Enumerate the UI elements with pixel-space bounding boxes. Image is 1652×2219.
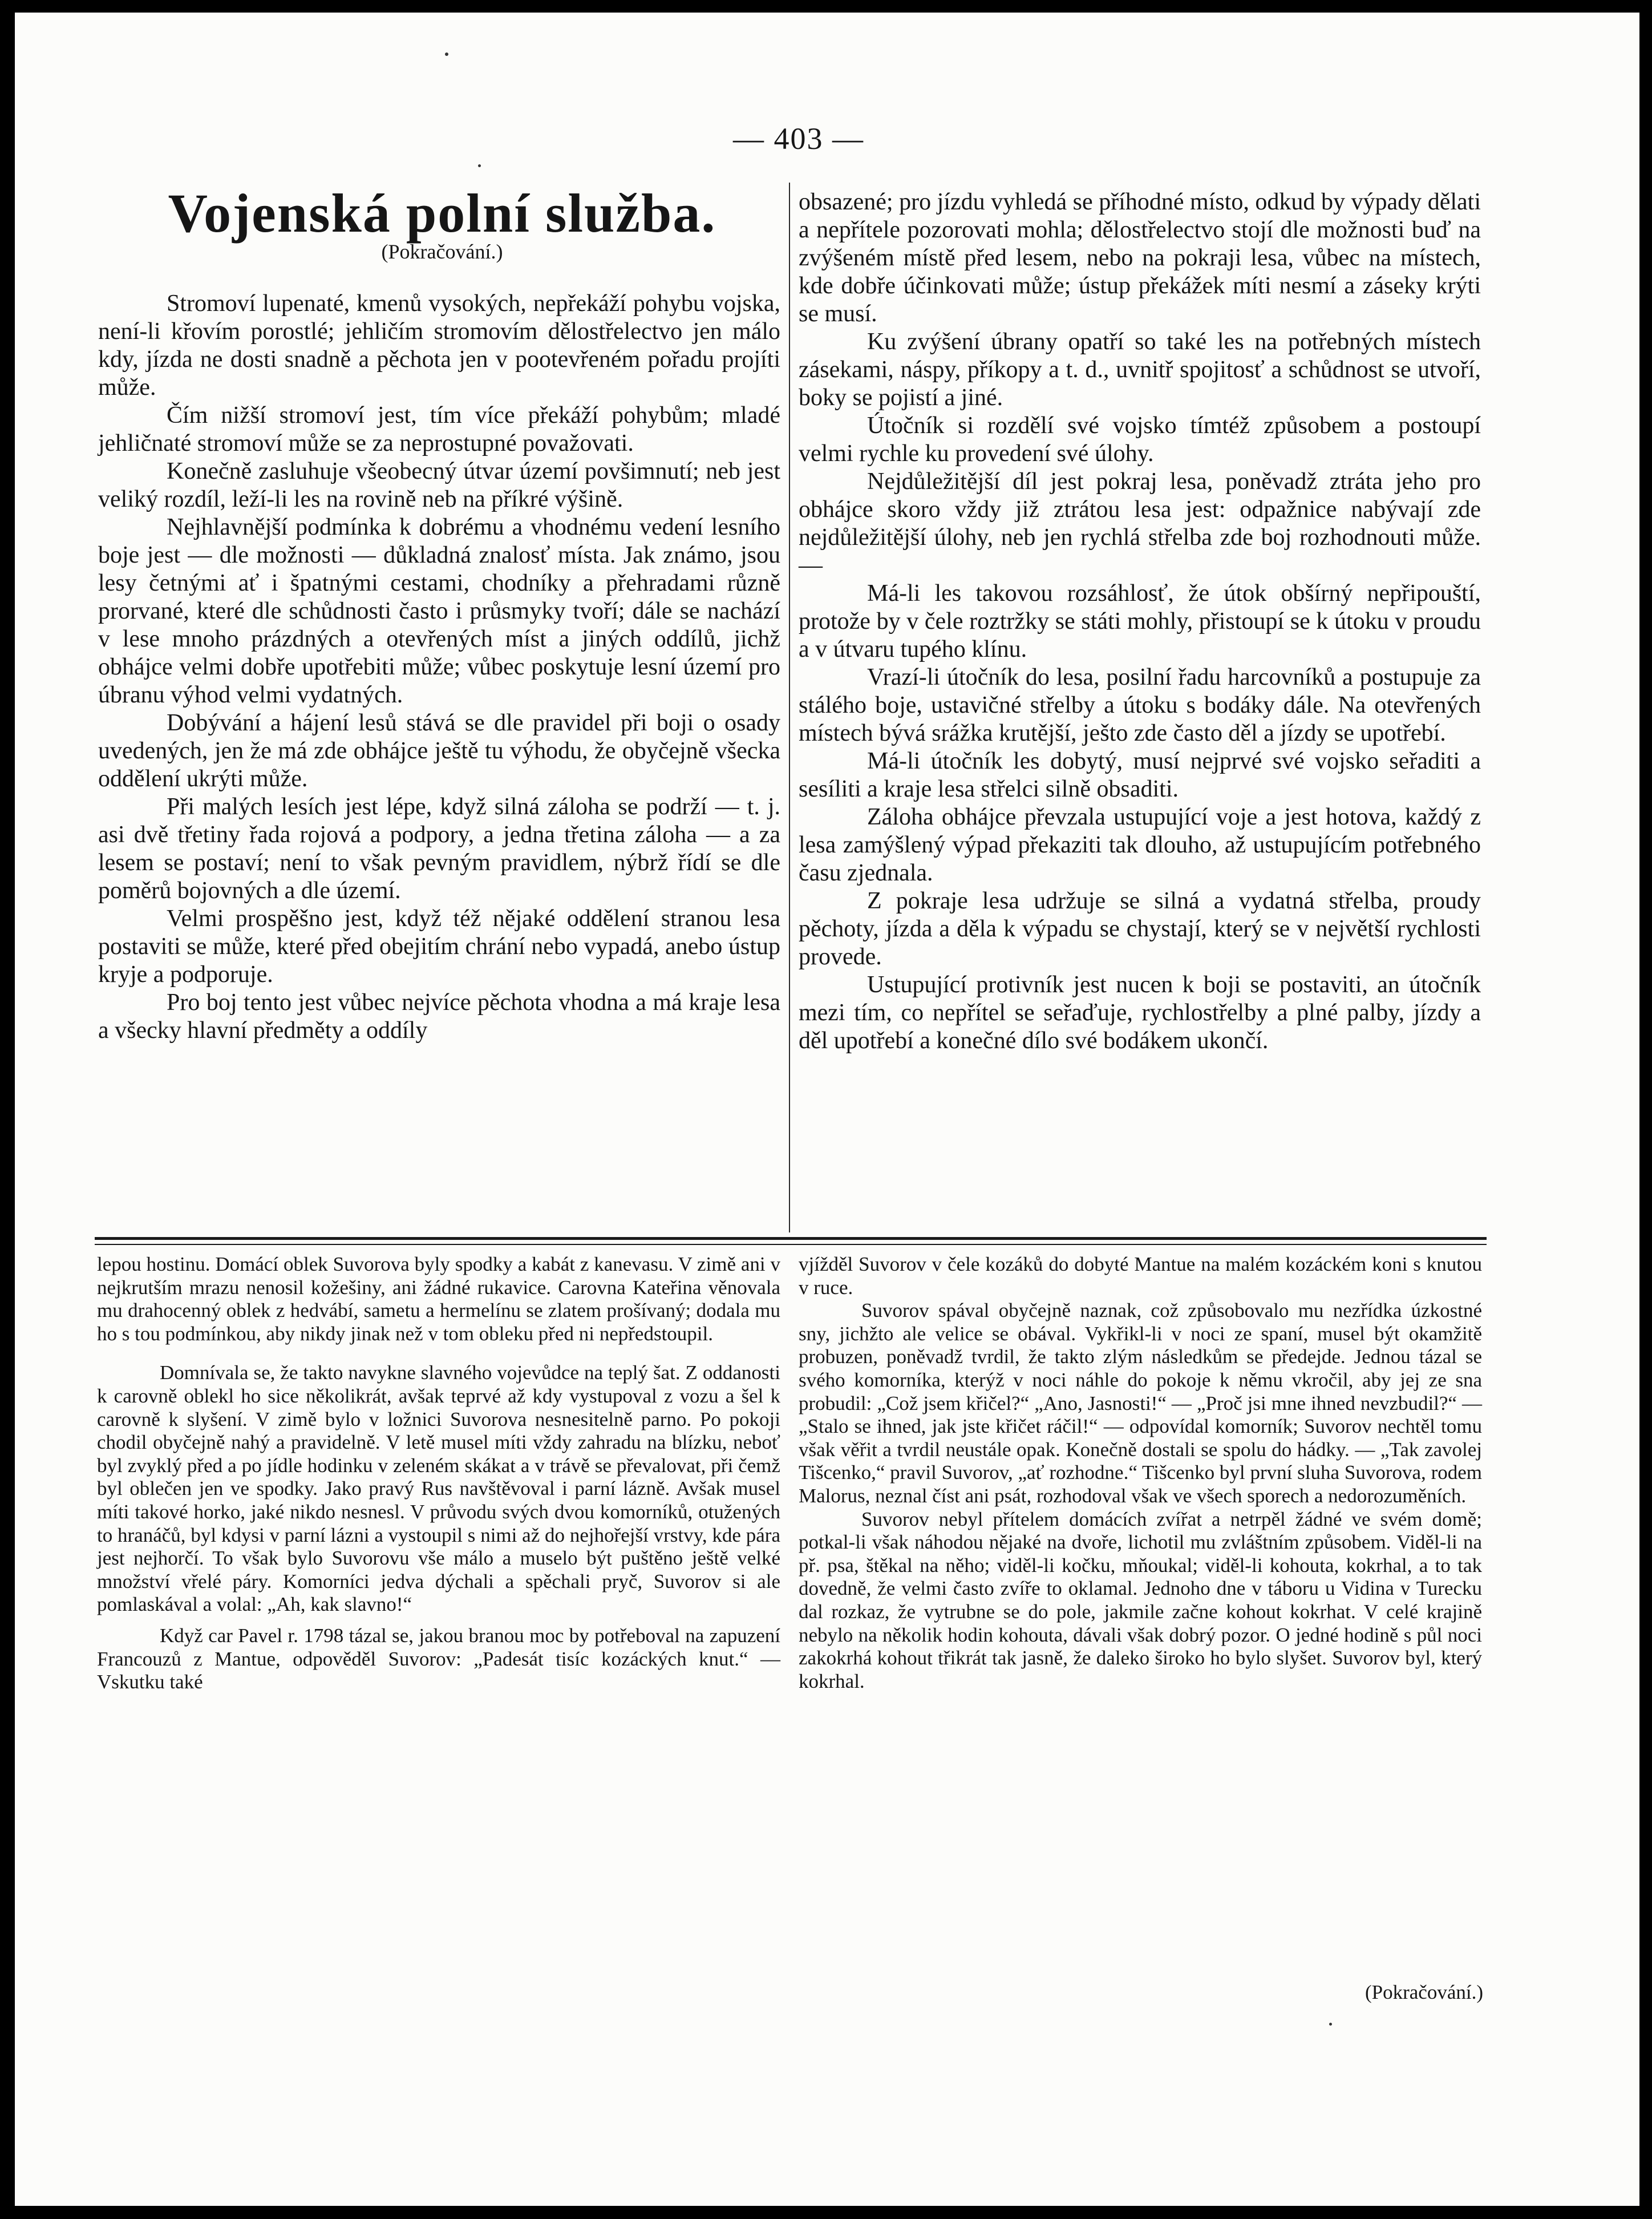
paragraph: Při malých lesích jest lépe, když silná záloha se podrží — t. j. asi dvě třetiny řada rojová a podpory, a jedna třetina záloha — a za lesem se postaví; není to však pevným pravidlem, nýbrž řídí se dle poměrů bojovných a dle území.: [98, 794, 780, 904]
upper-left-column: [98, 290, 780, 1228]
column-divider: [789, 183, 790, 1232]
paragraph: Když car Pavel r. 1798 tázal se, jakou branou moc by potřeboval na zapuzení Francouzů z Mantue, odpověděl Suvorov: „Padesát tisíc kozáckých knut.“ — Vskutku také: [97, 1624, 780, 1693]
paragraph: Vrazí-li útočník do lesa, posilní řadu harcovníků a postupuje za stálého boje, ustavičné střelby a útoku s bodáky dále. Na otevřených místech bývá srážka krutější, ješto zde často děl a jízdy se upotřebí.: [799, 664, 1481, 746]
scan-border-bottom: [0, 2206, 1652, 2219]
paragraph: Suvorov nebyl přítelem domácích zvířat a netrpěl žádné ve svém domě; potkal-li však náhodou nějaké na dvoře, lichotil mu zvláštním způsobem. Viděl-li na př. psa, štěkal na něho; viděl-li kočku, mňoukal; viděl-li kohouta, kokrhal, a to tak dovedně, že velmi často zvíře to oklamal. Jednoho dne v táboru u Vidina v Turecku dal rozkaz, že vytrubne se do pole, jakmile začne kohout kokrhat. V celé krajině nebylo na několik hodin kohouta, dávali však dobrý pozor. O jedné hodině s půl noci zakokrhá kohout třikrát tak jasně, že daleko široko ho bylo slyšet. Suvorov byl, který kokrhal.: [799, 1507, 1482, 1692]
print-speck: [1329, 2023, 1332, 2026]
page-number: — 403 —: [733, 122, 864, 156]
paragraph: Z pokraje lesa udržuje se silná a vydatná střelba, proudy pěchoty, jízda a děla k výpadu se chystají, který se v největší rychlosti provede.: [799, 888, 1481, 970]
paragraph: Ustupující protivník jest nucen k boji se postaviti, an útočník mezi tím, co nepřítel se seřaďuje, rychlostřelby a plné palby, jízdy a děl upotřebí a konečné dílo své bodákem ukončí.: [799, 972, 1481, 1054]
continued-note: (Pokračování.): [1364, 1981, 1483, 2003]
article-subtitle: (Pokračování.): [381, 240, 503, 263]
paragraph-continuation: obsazené; pro jízdu vyhledá se příhodné místo, odkud by výpady dělati a nepřítele pozorovati mohla; dělostřelectvo stojí dle možnosti buď na zvýšeném místě před lesem, nebo na pokraji lesa, vůbec na místech, kde dobře účinkovati může; ústup překážek míti nesmí a záseky krýti se musí.: [799, 189, 1481, 327]
scan-border-left: [0, 0, 15, 2219]
paragraph: Suvorov spával obyčejně naznak, což způsobovalo mu nezřídka úzkostné sny, jichžto ale velice se obával. Vykřikl-li v noci ze spaní, musel být okamžitě probuzen, poněvadž tvrdil, že takto zlým následkům se předejde. Jednou tázal se svého komorníka, kterýž v noci náhle do pokoje k němu vkročil, aby jej ze sna probudil: „Což jsem křičel?“ „Ano, Jasnosti!“ — „Proč jsi mne ihned nevzbudil?“ — „Stalo se ihned, jak jste křičet ráčil!“ — odpovídal komorník; Suvorov nechtěl tomu však věřit a tvrdil neustále opak. Konečně dostali se spolu do hádky. — „Tak zavolej Tišcenko,“ pravil Suvorov, „ať rozhodne.“ Tišcenko byl první sluha Suvorova, rodem Malorus, neznal číst ani psát, rozhodoval však ve všech sporech a nedorozuměních.: [799, 1299, 1482, 1507]
paragraph: Domnívala se, že takto navykne slavného vojevůdce na teplý šat. Z oddanosti k carovně oblekl ho sice několikrát, avšak teprvé až kdy vystupoval z vozu a šel k carovně k slyšení. V zimě bylo v ložnici Suvorova nesnesitelně parno. Po pokoji chodil obyčejně nahý a pravidelně. V letě musel míti vždy zahradu na blízku, neboť byl zvyklý před a po jídle hodinku v zeleném skákat a v trávě se převalovat, při čemž byl oblečen jen ve spodky. Jako pravý Rus navštěvoval i parní lázně. Avšak musel míti takové horko, jaké nikdo nesnesl. V průvodu svých dvou komorníků, otužených to hranáčů, byl kdysi v parní lázni a vystoupil s nimi až do nejhořejší vrstvy, kde pára jest nejhorčí. To však bylo Suvorovu vše málo a muselo být puštěno ještě velké množství vřelé páry. Komorníci jedva dýchali a spěchali pryč, Suvorov si ale pomlaskával a volal: „Ah, kak slavno!“: [97, 1361, 780, 1616]
paragraph: Konečně zasluhuje všeobecný útvar území povšimnutí; neb jest veliký rozdíl, leží-li les na rovině neb na příkré výšině.: [98, 458, 780, 512]
paragraph: Stromoví lupenaté, kmenů vysokých, nepřekáží pohybu vojska, není-li křovím porostlé; jehličím stromovím dělostřelectvo jen málo kdy, jízda ne dosti snadně a pěchota jen v pootevřeném pořadu projíti může.: [98, 290, 780, 401]
upper-right-column: [799, 188, 1481, 1228]
paragraph: Nejdůležitější díl jest pokraj lesa, poněvadž ztráta jeho pro obhájce skoro vždy již ztrátou lesa jest: odpažnice nabývají zde nejdůležitější úlohy, neb jen rychlá střelba zde boj rozhodnouti může. —: [799, 468, 1481, 579]
paragraph: Má-li útočník les dobytý, musí nejprvé své vojsko seřaditi a sesíliti a kraje lesa střelci silně obsaditi.: [799, 748, 1481, 802]
section-divider-thick: [95, 1237, 1487, 1240]
article-title: Vojenská polní služba.: [168, 183, 716, 244]
paragraph: Dobývání a hájení lesů stává se dle pravidel při boji o osady uvedených, jen že má zde obhájce ještě tu výhodu, že obyčejně všecka oddělení ukrýti může.: [98, 710, 780, 792]
scan-border-top: [0, 0, 1652, 13]
paragraph-continuation: lepou hostinu. Domácí oblek Suvorova byly spodky a kabát z kanevasu. V zimě ani v nejkrutším mrazu nenosil kožešiny, ani žádné rukavice. Carovna Kateřina věnovala mu drahocenný oblek z hedvábí, sametu a hermelínu se zlatem prošívaný; dodala mu ho s tou podmínkou, aby nikdy jinak než v tom obleku před ni nepředstoupil.: [97, 1253, 780, 1345]
paragraph: Útočník si rozdělí své vojsko tímtéž způsobem a postoupí velmi rychle ku provedení své úlohy.: [799, 413, 1481, 467]
print-speck: [445, 52, 448, 56]
paragraph: Ku zvýšení úbrany opatří so také les na potřebných místech zásekami, náspy, příkopy a t. d., uvnitř spojitosť a schůdnost se utvoří, boky se pojistí a jiné.: [799, 329, 1481, 411]
paragraph-continuation: vjížděl Suvorov v čele kozáků do dobyté Mantue na malém kozáckém koni s knutou v ruce.: [799, 1253, 1482, 1299]
lower-right-column: [799, 1253, 1482, 2018]
paragraph: Záloha obhájce převzala ustupující voje a jest hotova, každý z lesa zamýšlený výpad překaziti tak dlouho, až ustupujícím potřebného času zjednala.: [799, 804, 1481, 886]
paragraph: Čím nižší stromoví jest, tím více překáží pohybům; mladé jehličnaté stromoví může se za neprostupné považovati.: [98, 402, 780, 456]
paragraph: Má-li les takovou rozsáhlosť, že útok obšírný nepřipouští, protože by v čele roztržky se státi mohly, přistoupí se k útoku v proudu a v útvaru tupého klínu.: [799, 580, 1481, 662]
lower-left-column: [97, 1253, 780, 2018]
paragraph: Nejhlavnější podmínka k dobrému a vhodnému vedení lesního boje jest — dle možnosti — důkladná znalosť místa. Jak známo, jsou lesy četnými ať i špatnými cestami, chodníky a přehradami různě prorvané, které dle schůdnosti často i průsmyky tvoří; dále se nachází v lese mnoho prázdných a otevřených míst a jiných oddílů, jichž obhájce velmi dobře upotřebiti může; vůbec poskytuje lesní území pro úbranu výhod velmi vydatných.: [98, 514, 780, 708]
print-speck: [478, 164, 481, 167]
paragraph: Velmi prospěšno jest, když též nějaké oddělení stranou lesa postaviti se může, které před obejitím chrání nebo vypadá, anebo ústup kryje a podporuje.: [98, 906, 780, 988]
section-divider-thin: [95, 1244, 1487, 1245]
scan-border-right: [1639, 0, 1652, 2219]
paragraph: Pro boj tento jest vůbec nejvíce pěchota vhodna a má kraje lesa a všecky hlavní předměty a oddíly: [98, 989, 780, 1044]
